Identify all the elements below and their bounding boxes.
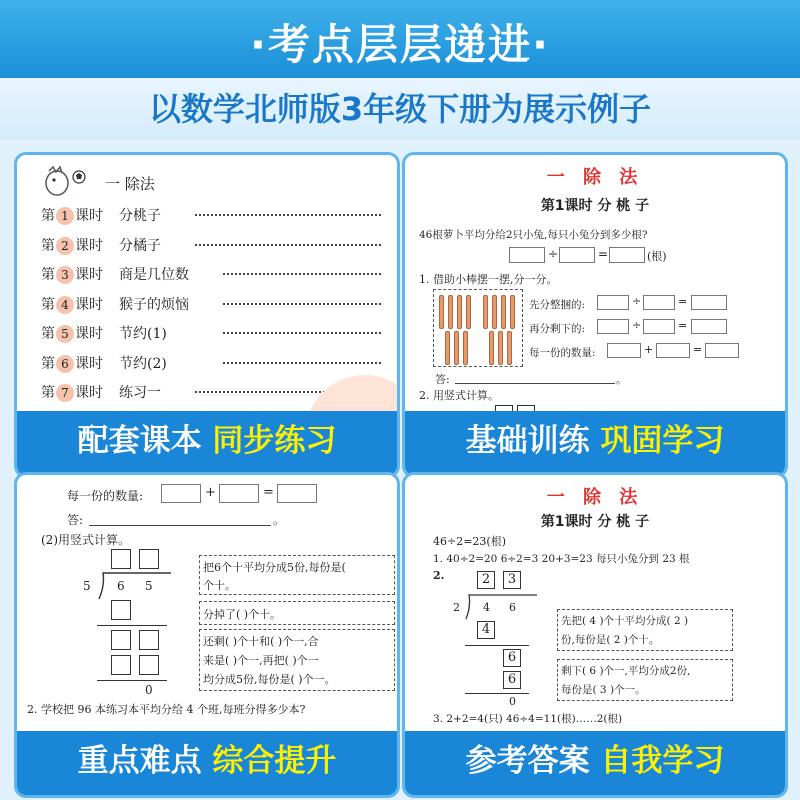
digit-box[interactable] bbox=[111, 600, 131, 620]
answer-box[interactable] bbox=[643, 295, 675, 310]
answer-box[interactable] bbox=[559, 247, 595, 263]
unit-title: 一 除法 bbox=[105, 175, 155, 193]
digit-box[interactable] bbox=[139, 630, 159, 650]
card-exercise bbox=[402, 152, 788, 478]
lesson-number: 2 bbox=[56, 237, 74, 255]
lesson-suffix: 课时 bbox=[75, 296, 103, 313]
lesson-title: 商是几位数 bbox=[119, 267, 189, 283]
loose-sticks bbox=[489, 331, 512, 365]
answer-label-2: 2. bbox=[433, 569, 445, 582]
caption-2-highlight: 巩固学习 bbox=[600, 423, 725, 459]
answer-line[interactable] bbox=[455, 383, 615, 384]
row-label: 再分剩下的: bbox=[529, 323, 586, 335]
note-text: 还剩( )个十和( )个一,合 bbox=[203, 635, 319, 648]
bundled-sticks bbox=[439, 295, 471, 329]
card-answers-body bbox=[405, 475, 785, 737]
lesson-prefix: 第 bbox=[41, 267, 55, 283]
toc-row[interactable] bbox=[41, 294, 189, 314]
quotient-digit: 3 bbox=[503, 571, 521, 589]
card-keypoints-body bbox=[17, 475, 397, 737]
answer-box[interactable] bbox=[609, 247, 645, 263]
dividend-digit: 5 bbox=[145, 579, 153, 593]
answer-box[interactable] bbox=[219, 484, 259, 503]
lesson-title: 第1课时 分 桃 子 bbox=[540, 514, 650, 530]
caption-4-highlight: 自我学习 bbox=[600, 743, 725, 779]
lesson-title: 分桃子 bbox=[119, 208, 161, 224]
unit-title: 一 除 法 bbox=[546, 487, 644, 508]
note-text: 均分成5份,每份是( )个一。 bbox=[203, 673, 336, 686]
lesson-number: 5 bbox=[56, 325, 74, 343]
caption-2 bbox=[405, 411, 785, 475]
note-text: 把6个十平均分成5份,每份是( bbox=[203, 561, 346, 574]
row-label: 每一份的数量: bbox=[529, 347, 596, 359]
dividend-digit: 6 bbox=[117, 579, 125, 593]
answer-box[interactable] bbox=[691, 319, 727, 334]
caption-4-plain: 参考答案 bbox=[465, 743, 601, 779]
answer-line[interactable] bbox=[89, 525, 271, 526]
digit-box[interactable] bbox=[139, 655, 159, 675]
note-text: 分掉了( )个十。 bbox=[203, 608, 282, 621]
lesson-prefix: 第 bbox=[41, 326, 55, 342]
dividend-digit: 4 bbox=[483, 601, 490, 614]
answer-box[interactable] bbox=[597, 319, 629, 334]
loose-sticks bbox=[445, 331, 468, 365]
card-exercise-body bbox=[405, 155, 785, 417]
caption-1-plain: 配套课本 bbox=[77, 423, 213, 459]
step-digit: 6 bbox=[503, 671, 521, 689]
question-text: 46根萝卜平均分给2只小兔,每只小兔分到多少根? bbox=[419, 229, 648, 241]
lesson-suffix: 课时 bbox=[75, 355, 103, 372]
caption-1 bbox=[17, 411, 397, 475]
lesson-number: 4 bbox=[56, 296, 74, 314]
answer-end: 。 bbox=[273, 513, 286, 527]
dot-leader bbox=[195, 214, 381, 216]
toc-row[interactable] bbox=[41, 264, 189, 284]
lesson-number: 1 bbox=[56, 207, 74, 225]
lesson-title: 第1课时 分 桃 子 bbox=[540, 198, 650, 214]
lesson-prefix: 第 bbox=[41, 355, 55, 372]
division-line bbox=[97, 625, 167, 626]
answer-box[interactable] bbox=[597, 295, 629, 310]
answer-box[interactable] bbox=[643, 319, 675, 334]
digit-box[interactable] bbox=[111, 549, 131, 569]
answer-box[interactable] bbox=[607, 343, 641, 358]
answer-box[interactable] bbox=[509, 247, 545, 263]
note-text: 先把( 4 )个十平均分成( 2 ) bbox=[561, 615, 689, 627]
div-sign: ÷ bbox=[632, 319, 642, 332]
answer-label: 答: bbox=[435, 373, 450, 386]
answer-box[interactable] bbox=[691, 295, 727, 310]
lesson-number: 7 bbox=[56, 384, 74, 402]
quotient-digit: 2 bbox=[477, 571, 495, 589]
long-division-bracket bbox=[461, 593, 541, 621]
question-2: 2. 用竖式计算。 bbox=[419, 389, 499, 402]
answer-box[interactable] bbox=[705, 343, 739, 358]
answer-label: 答: bbox=[67, 513, 84, 527]
digit-box[interactable] bbox=[111, 655, 131, 675]
note-text: 来是( )个一,再把( )个一 bbox=[203, 654, 319, 667]
lesson-suffix: 课时 bbox=[75, 326, 103, 342]
caption-3-plain: 重点难点 bbox=[77, 743, 213, 779]
plus-sign: + bbox=[205, 485, 216, 500]
dot-leader bbox=[195, 244, 381, 246]
eq-sign: = bbox=[598, 247, 609, 261]
long-division-bracket bbox=[93, 571, 173, 601]
toc-row[interactable] bbox=[41, 323, 167, 343]
bundled-sticks bbox=[483, 295, 515, 329]
answer-line-3: 3. 2+2=4(只) 46÷4=11(根)……2(根) bbox=[433, 713, 623, 725]
card-contents-body bbox=[17, 155, 397, 417]
card-keypoints bbox=[14, 472, 400, 798]
lesson-suffix: 课时 bbox=[75, 237, 103, 254]
lesson-title: 节约(1) bbox=[119, 326, 167, 342]
dot-leader bbox=[223, 303, 381, 305]
lesson-number: 6 bbox=[56, 355, 74, 373]
lesson-suffix: 课时 bbox=[75, 385, 103, 401]
lesson-title: 分橘子 bbox=[119, 237, 161, 254]
lesson-suffix: 课时 bbox=[75, 208, 103, 224]
lesson-title: 猴子的烦恼 bbox=[119, 296, 189, 313]
note-text: 剩下( 6 )个一,平均分成2份, bbox=[561, 665, 691, 677]
lesson-prefix: 第 bbox=[41, 237, 55, 254]
toc-row[interactable] bbox=[41, 235, 161, 255]
digit-box[interactable] bbox=[111, 630, 131, 650]
caption-4 bbox=[405, 731, 785, 795]
row-label: 每一份的数量: bbox=[67, 489, 144, 503]
step-digit: 6 bbox=[503, 649, 521, 667]
card-contents bbox=[14, 152, 400, 478]
unit-label: (根) bbox=[647, 250, 667, 263]
eq-sign: = bbox=[693, 343, 703, 356]
digit-box[interactable] bbox=[139, 549, 159, 569]
division-line bbox=[97, 680, 167, 681]
div-sign: ÷ bbox=[548, 247, 559, 261]
lesson-prefix: 第 bbox=[41, 385, 55, 401]
eq-sign: = bbox=[678, 295, 688, 308]
question-2: 2. 学校把 96 本练习本平均分给 4 个班,每班分得多少本? bbox=[27, 703, 306, 716]
eq-sign: = bbox=[263, 485, 274, 500]
note-text: 个十。 bbox=[203, 579, 236, 592]
lesson-suffix: 课时 bbox=[75, 267, 103, 283]
division-line bbox=[465, 645, 529, 646]
unit-title: 一 除 法 bbox=[546, 167, 644, 188]
answer-box[interactable] bbox=[656, 343, 690, 358]
question-1: 1. 借助小棒摆一摆,分一分。 bbox=[419, 273, 558, 286]
eq-sign: = bbox=[678, 319, 688, 332]
answer-box[interactable] bbox=[161, 484, 201, 503]
toc-row[interactable] bbox=[41, 353, 167, 373]
dot-leader bbox=[223, 273, 381, 275]
caption-2-plain: 基础训练 bbox=[465, 423, 601, 459]
headline: ·考点层层递进· bbox=[250, 20, 550, 69]
note-text: 每份是( 3 )个一。 bbox=[561, 684, 646, 696]
divisor: 2 bbox=[453, 601, 460, 614]
toc-row[interactable] bbox=[41, 382, 161, 402]
dividend-digit: 6 bbox=[509, 601, 516, 614]
plus-sign: + bbox=[644, 343, 654, 356]
remainder: 0 bbox=[509, 695, 516, 708]
step-digit: 4 bbox=[477, 621, 495, 639]
note-text: 份,每份是( 2 )个十。 bbox=[561, 634, 660, 646]
answer-line-1: 1. 40÷2=20 6÷2=3 20+3=23 每只小兔分到 23 根 bbox=[433, 553, 690, 565]
caption-3-highlight: 综合提升 bbox=[212, 743, 337, 779]
decorative-circle bbox=[285, 345, 397, 417]
lesson-title: 练习一 bbox=[119, 385, 161, 401]
caption-1-highlight: 同步练习 bbox=[212, 423, 337, 459]
part-2: (2)用竖式计算。 bbox=[41, 533, 130, 547]
toc-row[interactable] bbox=[41, 205, 161, 225]
division-line bbox=[465, 693, 529, 694]
answer-main: 46÷2=23(根) bbox=[433, 535, 507, 548]
lesson-number: 3 bbox=[56, 266, 74, 284]
lesson-prefix: 第 bbox=[41, 296, 55, 313]
remainder: 0 bbox=[145, 683, 153, 697]
card-answers bbox=[402, 472, 788, 798]
dot-leader bbox=[223, 332, 381, 334]
answer-end: 。 bbox=[616, 373, 627, 386]
caption-3 bbox=[17, 731, 397, 795]
divisor: 5 bbox=[83, 579, 91, 593]
div-sign: ÷ bbox=[632, 295, 642, 308]
lesson-title: 节约(2) bbox=[119, 355, 167, 372]
dinosaur-icon bbox=[41, 165, 105, 203]
answer-box[interactable] bbox=[277, 484, 317, 503]
lesson-prefix: 第 bbox=[41, 208, 55, 224]
row-label: 先分整捆的: bbox=[529, 299, 586, 311]
subheadline: 以数学北师版3年级下册为展示例子 bbox=[148, 90, 652, 128]
